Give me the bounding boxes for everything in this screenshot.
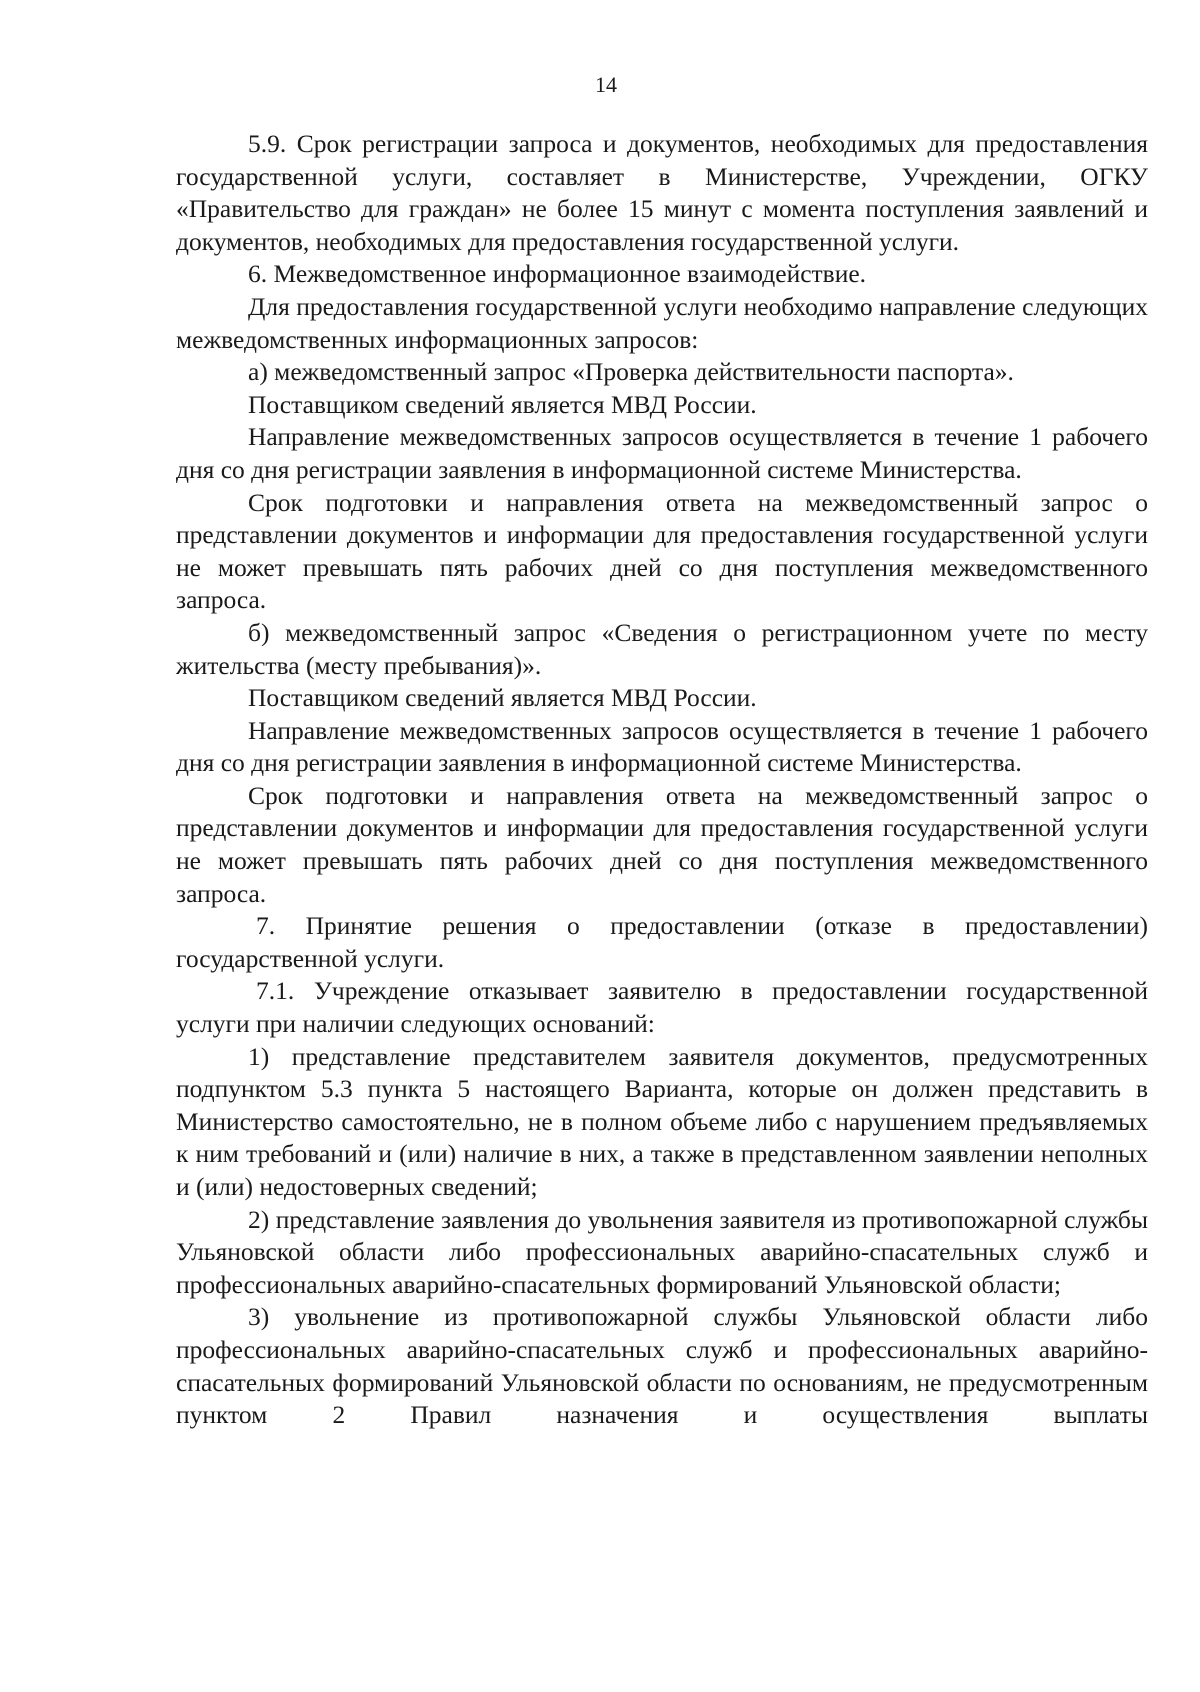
paragraph-direction-a: Направление межведомственных запросов осуществляется в течение 1 рабочего дня со дня регистрации заявления в информационной системе Министерства. [176,422,1148,484]
paragraph-6-heading: 6. Межведомственное информационное взаимодействие. [248,259,867,289]
paragraph-5-9: 5.9. Срок регистрации запроса и документов, необходимых для предоставления государственной услуги, составляет в Министерстве, Учреждении, ОГКУ «Правительство для граждан» не более 15 минут с момента поступления заявлений и документов, необходимых для предоставления государственной услуги. [176,129,1148,256]
paragraph-deadline-a: Срок подготовки и направления ответа на межведомственный запрос о представлении документов и информации для предоставления государственной услуги не может превышать пять рабочих дней со дня поступления межведомственного запроса. [176,487,1148,615]
page-number: 14 [595,72,617,97]
paragraph-provider-b: Поставщиком сведений является МВД России. [248,683,757,713]
paragraph-ground-1: 1) представление представителем заявителя документов, предусмотренных подпунктом 5.3 пункта 5 настоящего Варианта, которые он должен представить в Министерство самостоятельно, не в полном объеме либо с нарушением предъявляемых к ним требований и (или) наличие в них, а также в представленном заявлении неполных и (или) недостоверных сведений; [176,1041,1148,1201]
document-body [176,128,1148,1432]
paragraph-6-intro: Для предоставления государственной услуги необходимо направление следующих межведомственных информационных запросов: [176,291,1148,354]
paragraph-request-b: б) межведомственный запрос «Сведения о регистрационном учете по месту жительства (месту пребывания)». [176,617,1148,680]
paragraph-request-a: а) межведомственный запрос «Проверка действительности паспорта». [248,357,1014,387]
paragraph-deadline-b: Срок подготовки и направления ответа на межведомственный запрос о представлении документов и информации для предоставления государственной услуги не может превышать пять рабочих дней со дня поступления межведомственного запроса. [176,780,1148,908]
paragraph-provider-a: Поставщиком сведений является МВД России. [248,389,757,419]
paragraph-ground-3: 3) увольнение из противопожарной службы Ульяновской области либо профессиональных аварийно-спасательных служб и профессиональных аварийно-спасательных формирований Ульяновской области по основаниям, не предусмотренным пунктом 2 Правил назначения и осуществления выплаты [176,1302,1148,1430]
paragraph-7-1: 7.1. Учреждение отказывает заявителю в предоставлении государственной услуги при наличии следующих оснований: [176,976,1148,1039]
paragraph-7-heading: 7. Принятие решения о предоставлении (отказе в предоставлении) государственной услуги. [176,911,1148,973]
paragraph-ground-2: 2) представление заявления до увольнения заявителя из противопожарной службы Ульяновской области либо профессиональных аварийно-спасательных служб и профессиональных аварийно-спасательных формирований Ульяновской области; [176,1204,1148,1299]
paragraph-direction-b: Направление межведомственных запросов осуществляется в течение 1 рабочего дня со дня регистрации заявления в информационной системе Министерства. [176,715,1148,778]
